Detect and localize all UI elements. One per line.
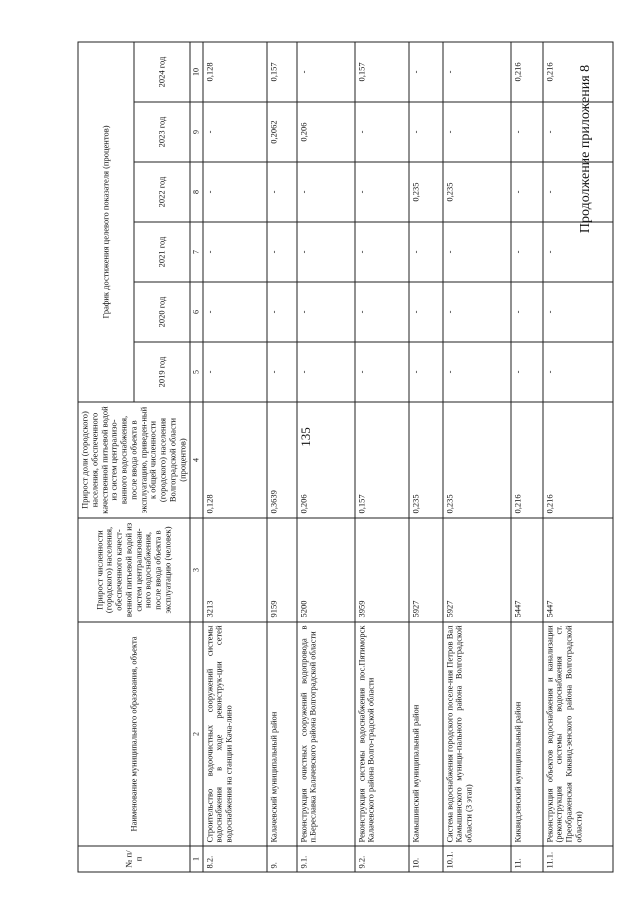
table-row	[297, 41, 355, 871]
table-row	[355, 41, 409, 871]
row-2019: -	[203, 342, 267, 402]
row-2024: -	[409, 41, 443, 101]
row-count: 5447	[511, 518, 543, 622]
row-count: 9159	[267, 518, 297, 622]
row-2020: -	[511, 282, 543, 342]
row-2023: 0,206	[297, 102, 355, 162]
target-indicator-table	[78, 41, 614, 872]
header-increase-count: Прирост численности (городского) населения, обеспеченного качест-венной питьевой водой из систем централизован-ного водоснабжения, после ввода объекта в эксплуатацию (человек)	[78, 518, 190, 622]
row-2021: -	[297, 222, 355, 282]
table-row	[409, 41, 443, 871]
row-no: 9.1.	[297, 846, 355, 872]
appendix-continuation-title: Продолжение приложения 8	[578, 64, 593, 234]
row-2022: -	[297, 162, 355, 222]
column-index: 3	[190, 518, 202, 622]
row-2024: 0,216	[543, 41, 613, 101]
row-name: Реконструкция объектов водоснабжения и канализации (реконструкция системы водоснабжения ст. Преображенская Киквид-зенского района Волгоградской области)	[543, 622, 613, 846]
row-2022: -	[511, 162, 543, 222]
row-no: 10.	[409, 846, 443, 872]
row-2024: 0,216	[511, 41, 543, 101]
row-share: 0,216	[543, 402, 613, 518]
row-2021: -	[203, 222, 267, 282]
row-2021: -	[355, 222, 409, 282]
row-2023: -	[511, 102, 543, 162]
row-count: 3959	[355, 518, 409, 622]
row-2020: -	[355, 282, 409, 342]
row-2022: -	[355, 162, 409, 222]
rotated-table-container	[78, 42, 584, 872]
row-no: 9.2.	[355, 846, 409, 872]
column-index: 9	[190, 102, 202, 162]
column-index: 10	[190, 41, 202, 101]
row-2021: -	[267, 222, 297, 282]
row-2020: -	[297, 282, 355, 342]
header-row	[78, 41, 134, 871]
header-year: 2022 год	[134, 162, 190, 222]
row-2022: 0,235	[409, 162, 443, 222]
row-share: 0,128	[203, 402, 267, 518]
row-2019: -	[409, 342, 443, 402]
column-index: 2	[190, 622, 202, 846]
row-2024: 0,157	[355, 41, 409, 101]
row-2022: 0,235	[443, 162, 511, 222]
header-year: 2023 год	[134, 102, 190, 162]
page-number: 135	[298, 427, 313, 447]
header-year: 2021 год	[134, 222, 190, 282]
header-year: 2019 год	[134, 342, 190, 402]
row-2021: -	[511, 222, 543, 282]
row-count: 5447	[543, 518, 613, 622]
row-2020: -	[203, 282, 267, 342]
row-name: Строительство водоочистных сооружений системы водоснабжения в ходе реконструк-ции сетей водоснабжения на станции Кача-лино	[203, 622, 267, 846]
column-index: 1	[190, 846, 202, 872]
row-2022: -	[267, 162, 297, 222]
column-index: 6	[190, 282, 202, 342]
row-no: 10.1.	[443, 846, 511, 872]
row-share: 0,216	[511, 402, 543, 518]
row-2023: -	[409, 102, 443, 162]
row-2019: -	[543, 342, 613, 402]
column-index: 4	[190, 402, 202, 518]
column-index: 5	[190, 342, 202, 402]
row-name: Киквидзенский муниципальный район	[511, 622, 543, 846]
row-2024: -	[443, 41, 511, 101]
table-row	[267, 41, 297, 871]
row-2020: -	[267, 282, 297, 342]
column-index: 8	[190, 162, 202, 222]
header-no: № п/п	[78, 846, 190, 872]
row-2024: 0,128	[203, 41, 267, 101]
row-name: Камышинский муниципальный район	[409, 622, 443, 846]
row-2020: -	[443, 282, 511, 342]
row-no: 8.2.	[203, 846, 267, 872]
row-no: 11.1.	[543, 846, 613, 872]
header-increase-share: Прирост доли (городского) населения, обеспеченного качественной питьевой водой из систем централизо-ванного водоснабжения, после ввода объекта в эксплуатацию, приведен-ный к общей численности (городского) населения Волгоградской области (процентов)	[78, 402, 190, 518]
row-2019: -	[443, 342, 511, 402]
row-2023: 0,2062	[267, 102, 297, 162]
row-no: 11.	[511, 846, 543, 872]
header-year: 2024 год	[134, 41, 190, 101]
row-2023: -	[355, 102, 409, 162]
row-name: Калачевский муниципальный район	[267, 622, 297, 846]
row-2019: -	[267, 342, 297, 402]
row-2023: -	[443, 102, 511, 162]
column-index-row	[190, 41, 202, 871]
row-count: 5927	[409, 518, 443, 622]
column-index: 7	[190, 222, 202, 282]
table-row	[443, 41, 511, 871]
row-2024: 0,157	[267, 41, 297, 101]
table-row	[543, 41, 613, 871]
row-name: Реконструкция системы водоснабжения пос.Пятиморск Калачевского района Волго-градской области	[355, 622, 409, 846]
row-count: 5927	[443, 518, 511, 622]
header-name: Наименование муниципального образования, объекта	[78, 622, 190, 846]
row-2019: -	[297, 342, 355, 402]
row-2021: -	[443, 222, 511, 282]
row-2022: -	[203, 162, 267, 222]
header-schedule: График достижения целевого показателя (процентов)	[78, 41, 134, 401]
header-year: 2020 год	[134, 282, 190, 342]
row-2022: -	[543, 162, 613, 222]
row-name: Реконструкция очистных сооружений водопровода в п.Береславка Калачевского района Волгоградской области	[297, 622, 355, 846]
table-row	[203, 41, 267, 871]
row-2024: -	[297, 41, 355, 101]
row-2023: -	[543, 102, 613, 162]
row-2019: -	[355, 342, 409, 402]
row-2023: -	[203, 102, 267, 162]
row-count: 3213	[203, 518, 267, 622]
row-2020: -	[543, 282, 613, 342]
row-share: 0,157	[355, 402, 409, 518]
table-row	[511, 41, 543, 871]
row-2020: -	[409, 282, 443, 342]
row-2019: -	[511, 342, 543, 402]
row-share: 0,235	[443, 402, 511, 518]
row-share: 0,235	[409, 402, 443, 518]
row-share: 0,3639	[267, 402, 297, 518]
row-2021: -	[409, 222, 443, 282]
row-name: Система водоснабжения городского поселе-ния Петров Вал Камышинского муници-пального района Волгоградской области (3 этап)	[443, 622, 511, 846]
row-count: 5200	[297, 518, 355, 622]
row-share: 0,206	[297, 402, 355, 518]
row-2021: -	[543, 222, 613, 282]
row-no: 9.	[267, 846, 297, 872]
